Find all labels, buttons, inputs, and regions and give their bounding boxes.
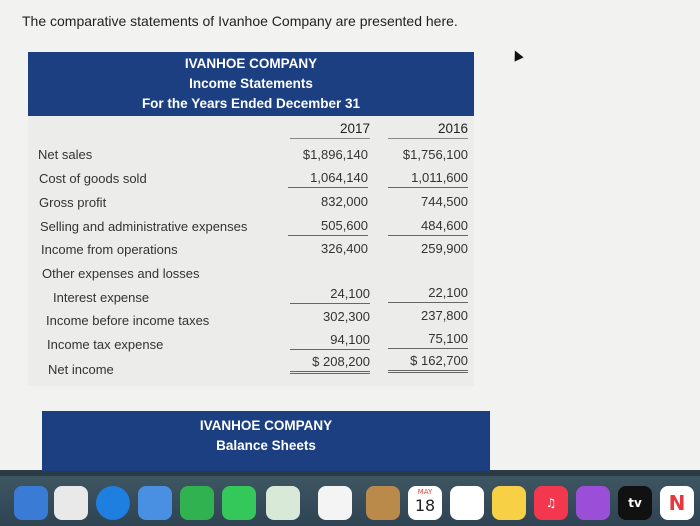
row-value-2016: $ 162,700 [388, 353, 468, 373]
podcasts-icon[interactable] [576, 486, 610, 520]
row-value-2017: 302,300 [323, 309, 370, 324]
mouse-cursor-icon [510, 48, 523, 61]
row-value-2017: 326,400 [321, 241, 368, 256]
balance-sheet-header [42, 411, 490, 471]
year-2017-header: 2017 [290, 121, 370, 139]
music-icon[interactable]: ♫ [534, 486, 568, 520]
row-value-2016: 744,500 [421, 194, 468, 209]
row-value-2017: 832,000 [321, 194, 368, 209]
row-value-2016: $1,756,100 [402, 147, 468, 162]
calendar-icon[interactable] [408, 486, 442, 520]
income-period: For the Years Ended December 31 [141, 96, 361, 111]
reminders-icon[interactable] [450, 486, 484, 520]
calendar-month: MAY [417, 488, 433, 496]
year-2016-header: 2016 [388, 121, 468, 139]
row-value-2017: 505,600 [288, 218, 368, 236]
calendar-day: 18 [414, 496, 436, 515]
messages-icon[interactable] [222, 486, 256, 520]
row-value-2016: 22,100 [388, 285, 468, 303]
row-label: Income from operations [41, 242, 178, 257]
row-label: Net income [48, 362, 114, 377]
row-value-2017: 94,100 [290, 332, 370, 350]
row-label: Other expenses and losses [42, 266, 200, 281]
photos-icon[interactable] [318, 486, 352, 520]
row-label: Gross profit [39, 195, 107, 210]
row-label: Income tax expense [47, 337, 164, 352]
income-statement-header [28, 52, 474, 116]
news-icon[interactable]: N [660, 486, 694, 520]
notes-icon[interactable] [492, 486, 526, 520]
row-value-2017: 1,064,140 [288, 170, 368, 188]
row-label: Income before income taxes [46, 313, 210, 328]
maps-icon[interactable] [266, 486, 300, 520]
income-company-name: IVANHOE COMPANY [184, 56, 318, 71]
intro-text: The comparative statements of Ivanhoe Company are presented here. [22, 13, 458, 29]
tv-label: tv [628, 496, 642, 510]
row-label: Selling and administrative expenses [40, 219, 248, 234]
facetime-icon[interactable] [180, 486, 214, 520]
finder-icon[interactable] [14, 486, 48, 520]
row-label: Net sales [38, 147, 93, 162]
safari-icon[interactable] [96, 486, 130, 520]
row-value-2016: 237,800 [421, 308, 468, 323]
income-title: Income Statements [189, 76, 313, 91]
row-value-2016: 484,600 [388, 218, 468, 236]
row-label: Interest expense [53, 290, 150, 305]
row-value-2016: 259,900 [421, 241, 468, 256]
row-label: Cost of goods sold [39, 171, 147, 186]
row-value-2017: $ 208,200 [290, 354, 370, 374]
balance-company-name: IVANHOE COMPANY [199, 418, 333, 433]
launchpad-icon[interactable] [54, 486, 88, 520]
contacts-icon[interactable] [366, 486, 400, 520]
row-value-2017: $1,896,140 [302, 147, 368, 162]
balance-title: Balance Sheets [216, 438, 316, 453]
mail-icon[interactable] [138, 486, 172, 520]
apple-tv-icon[interactable] [618, 486, 652, 520]
row-value-2016: 1,011,600 [388, 170, 468, 188]
row-value-2016: 75,100 [388, 331, 468, 349]
row-value-2017: 24,100 [290, 286, 370, 304]
